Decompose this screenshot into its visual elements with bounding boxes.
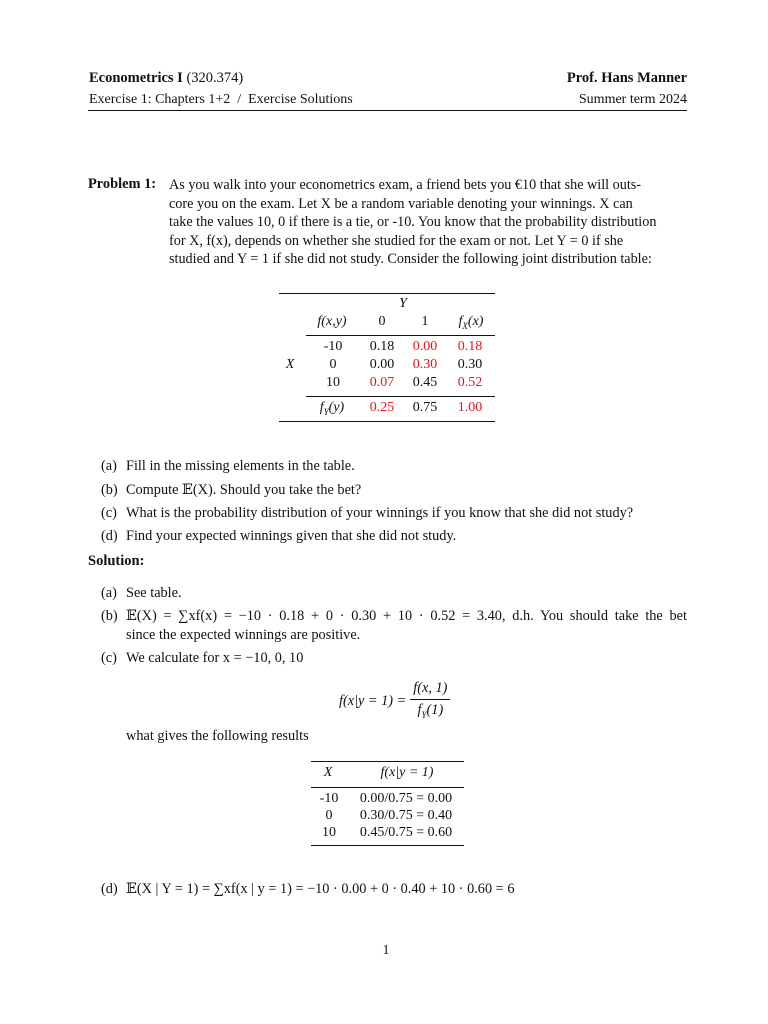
solution-label: (d) <box>101 881 118 897</box>
professor-name: Prof. Hans Manner <box>566 70 687 86</box>
question-text: Find your expected winnings given that she did not study. <box>126 528 457 544</box>
solution-label: (b) <box>101 608 118 624</box>
table-total-label: $f_Y(y)$ <box>319 400 345 417</box>
table-col-header: 1 <box>421 314 429 329</box>
cond-table-cell: -10 <box>319 791 339 806</box>
cond-table-header: f(x|y = 1) <box>380 765 434 780</box>
solution-text: See table. <box>126 585 182 601</box>
table-row-label: 10 <box>326 375 340 390</box>
table-row-label: 0 <box>329 357 337 372</box>
cond-table-header: X <box>323 765 333 780</box>
solution-label: (c) <box>101 650 117 666</box>
question-label: (b) <box>101 482 118 498</box>
problem-line: take the values 10, 0 if there is a tie, or -10. You know that the probability distribution <box>169 214 657 231</box>
question-label: (a) <box>101 458 117 474</box>
table-y-label: Y <box>399 296 407 311</box>
table-x-label: X <box>285 357 295 372</box>
solution-text: 𝔼(X | Y = 1) = ∑xf(x | y = 1) = −10 · 0.00 + 0 · 0.40 + 10 · 0.60 = 6 <box>126 881 515 897</box>
table-cell: 0.45 <box>412 375 438 390</box>
course-code: (320.374) <box>186 70 244 86</box>
formula-fraction <box>410 679 450 724</box>
table-col-header: $f_X(x)$ <box>458 314 484 331</box>
cond-table-cell: 0.30/0.75 = 0.40 <box>359 808 453 823</box>
solution-text: We calculate for x = −10, 0, 10 <box>126 650 304 666</box>
cond-table-cell: 0.00/0.75 = 0.00 <box>359 791 453 806</box>
question-label: (d) <box>101 528 118 544</box>
table-cell: 0.07 <box>369 375 395 390</box>
solution-heading: Solution: <box>88 553 145 569</box>
header-rule <box>88 110 687 111</box>
problem-line: core you on the exam. Let X be a random variable denoting your winnings. X can <box>169 195 633 212</box>
problem-line: for X, f(x), depends on whether she studied for the exam or not. Let Y = 0 if she <box>169 232 624 249</box>
solution-label: (a) <box>101 585 117 601</box>
problem-text <box>169 176 656 269</box>
formula-denominator: $f_Y(1)$ <box>417 701 444 720</box>
question-text: What is the probability distribution of your winnings if you know that she did not study? <box>126 505 634 521</box>
exercise-subtitle: Exercise 1: Chapters 1+2 / Exercise Solutions <box>89 92 353 107</box>
table-total: 0.75 <box>412 400 438 415</box>
table-total: 0.25 <box>369 400 395 415</box>
formula-lhs: f(x|y = 1) = <box>339 693 407 710</box>
solution-text: what gives the following results <box>126 728 309 744</box>
course-title <box>89 70 243 87</box>
table-total: 1.00 <box>457 400 483 415</box>
cond-table-cell: 0 <box>325 808 333 823</box>
table-cell: 0.00 <box>369 357 395 372</box>
conditional-formula <box>339 679 450 724</box>
question-text: Compute 𝔼(X). Should you take the bet? <box>126 482 362 498</box>
course-name: Econometrics I <box>89 70 183 86</box>
table-cell: 0.52 <box>457 375 483 390</box>
table-cell: 0.30 <box>412 357 438 372</box>
formula-numerator: f(x, 1) <box>410 679 450 700</box>
problem-line: As you walk into your econometrics exam, a friend bets you €10 that she will outs- <box>169 177 642 193</box>
table-corner-label: f(x,y) <box>317 314 347 329</box>
table-cell: 0.00 <box>412 339 438 354</box>
question-text: Fill in the missing elements in the table. <box>126 458 355 474</box>
page-number: 1 <box>382 943 390 958</box>
table-row-label: -10 <box>323 339 343 354</box>
problem-label: Problem 1: <box>88 176 157 192</box>
problem-line: studied and Y = 1 if she did not study. Consider the following joint distribution table: <box>169 251 652 268</box>
table-col-header: 0 <box>378 314 386 329</box>
solution-text: 𝔼(X) = ∑xf(x) = −10 · 0.18 + 0 · 0.30 + 10 · 0.52 = 3.40, d.h. You should take the bet <box>126 608 687 624</box>
term-label: Summer term 2024 <box>578 92 687 107</box>
table-cell: 0.18 <box>457 339 483 354</box>
cond-table-cell: 10 <box>322 825 336 840</box>
solution-text: since the expected winnings are positive. <box>126 627 361 643</box>
question-label: (c) <box>101 505 117 521</box>
table-cell: 0.30 <box>457 357 483 372</box>
cond-table-cell: 0.45/0.75 = 0.60 <box>359 825 453 840</box>
table-cell: 0.18 <box>369 339 395 354</box>
